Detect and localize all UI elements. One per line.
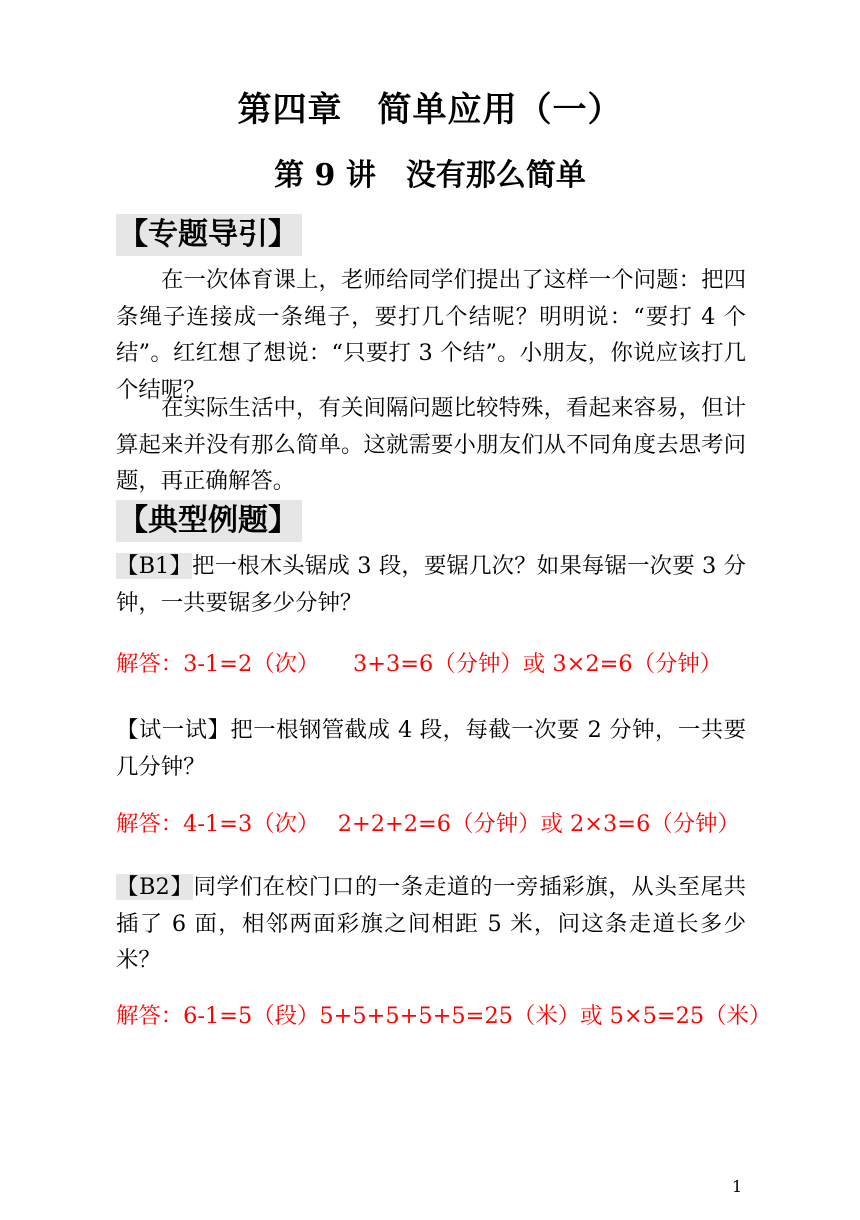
page-number: 1 xyxy=(732,1177,743,1196)
problem-text: 把一根钢管截成 4 段，每截一次要 2 分钟，一共要几分钟？ xyxy=(116,717,746,780)
problem-tag: 【B1】 xyxy=(116,553,193,579)
problem-text: 把一根木头锯成 3 段，要锯几次？如果每锯一次要 3 分钟，一共要锯多少分钟？ xyxy=(116,553,746,616)
problem-b2 xyxy=(116,869,746,979)
answer-try-it: 解答：4-1=3（次） 2+2+2=6（分钟）或 2×3=6（分钟） xyxy=(116,811,740,837)
answer-b1: 解答：3-1=2（次） 3+3=6（分钟）或 3×2=6（分钟） xyxy=(116,651,723,677)
answer-b2: 解答：6-1=5（段）5+5+5+5+5=25（米）或 5×5=25（米） xyxy=(116,1003,772,1029)
problem-tag: 【试一试】 xyxy=(116,717,231,743)
section-heading-topic-intro: 【专题导引】 xyxy=(116,214,302,256)
section-heading-typical-examples: 【典型例题】 xyxy=(116,500,302,542)
problem-tag: 【B2】 xyxy=(116,874,194,900)
problem-b1 xyxy=(116,548,746,621)
intro-paragraph: 在实际生活中，有关间隔问题比较特殊，看起来容易，但计算起来并没有那么简单。这就需要小朋友们从不同角度去思考问题，再正确解答。 xyxy=(116,395,746,494)
problem-try-it xyxy=(116,712,746,785)
problem-text: 同学们在校门口的一条走道的一旁插彩旗，从头至尾共插了 6 面，相邻两面彩旗之间相距 5 米，问这条走道长多少米？ xyxy=(116,874,747,973)
lecture-title: 第 9 讲 没有那么简单 xyxy=(274,158,586,193)
chapter-title: 第四章 简单应用（一） xyxy=(237,90,623,130)
intro-paragraph: 在一次体育课上，老师给同学们提出了这样一个问题：把四条绳子连接成一条绳子，要打几个结呢？明明说：“要打 4 个结”。红红想了想说：“只要打 3 个结”。小朋友，你说应该打几个结呢？ xyxy=(116,267,746,403)
